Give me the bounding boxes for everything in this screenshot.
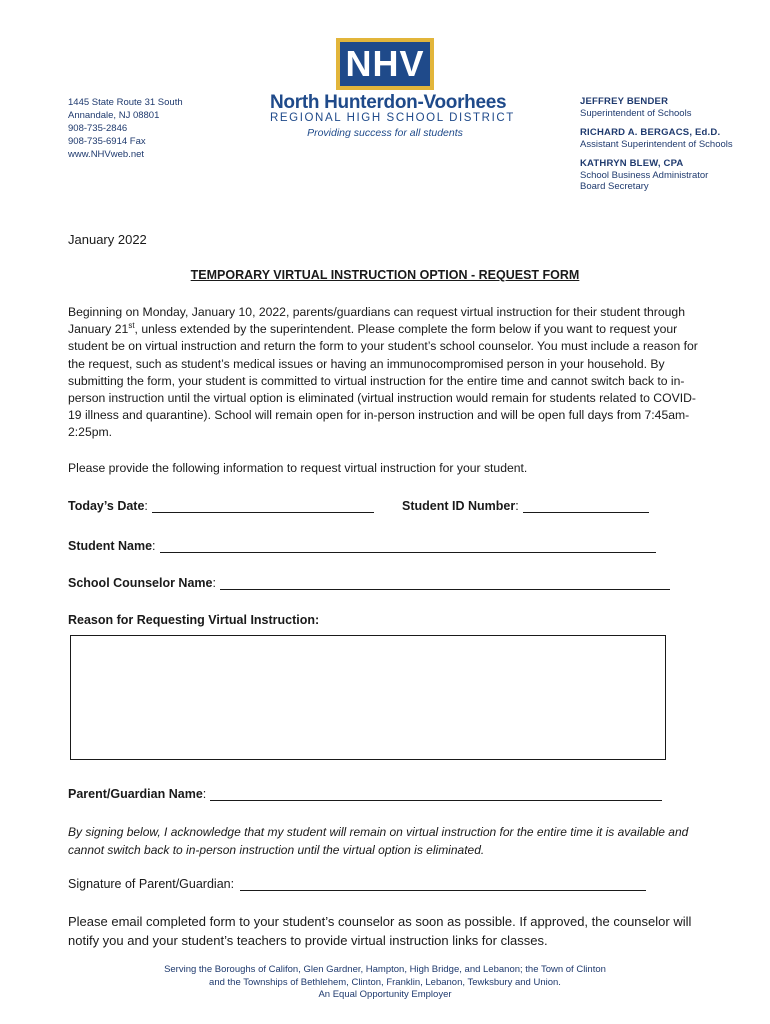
- staff-assistant-superintendent: [580, 127, 733, 150]
- todays-date-label: Today’s Date: [68, 499, 145, 513]
- staff-name: KATHRYN BLEW, CPA: [580, 158, 684, 169]
- student-id-field: Student ID Number :: [402, 498, 649, 513]
- acknowledgement-text: By signing below, I acknowledge that my student will remain on virtual instruction for the entire time it is available and cannot switch back to in-person instruction until the virtual option is eliminated.: [68, 825, 689, 857]
- logo-district-name: North Hunterdon-Voorhees: [270, 92, 507, 113]
- signature-input-line[interactable]: [240, 876, 646, 891]
- school-counselor-input-line[interactable]: [220, 575, 670, 590]
- staff-business-administrator: [580, 158, 733, 193]
- address-phone: 908-735-2846: [68, 123, 128, 134]
- address-street: 1445 State Route 31 South: [68, 97, 183, 108]
- parent-name-label: Parent/Guardian Name: [68, 787, 203, 801]
- intro-text-part2: , unless extended by the superintendent. Please complete the form below if you want to request your student be on virtual instruction and return the form to your student’s school counselor. You must include a reason for the request, such as student’s medical issues or having an immunocompromised person in your household. By submitting the form, your student is committed to virtual instruction for the entire time and cannot switch back to in-person instruction until the virtual option is eliminated (virtual instruction would remain for students related to COVID-19 illness and quarantine). School will remain open for in-person instruction and will be open full days from 7:45am-2:25pm.: [68, 322, 698, 440]
- student-name-input-line[interactable]: [160, 538, 656, 553]
- logo-mark-text: NHV: [345, 43, 425, 84]
- signature-label: Signature of Parent/Guardian:: [68, 877, 235, 891]
- email-instructions: Please email completed form to your student’s counselor as soon as possible. If approved, the counselor will notify you and your student’s teachers to provide virtual instruction links for classes.: [68, 914, 692, 948]
- student-name-label: Student Name: [68, 539, 153, 553]
- reason-textarea[interactable]: [70, 635, 666, 760]
- district-staff: [580, 96, 733, 201]
- student-name-field: Student Name :: [68, 538, 656, 553]
- logo-district-subtitle: REGIONAL HIGH SCHOOL DISTRICT: [270, 112, 515, 124]
- staff-role: Superintendent of Schools: [580, 107, 692, 119]
- provide-instructions: Please provide the following information to request virtual instruction for your student.: [68, 461, 528, 475]
- document-date: January 2022: [68, 232, 147, 247]
- staff-name: RICHARD A. BERGACS, Ed.D.: [580, 127, 721, 138]
- staff-role: Board Secretary: [580, 181, 649, 192]
- reason-label: Reason for Requesting Virtual Instruction:: [68, 613, 320, 627]
- logo-tagline: Providing success for all students: [307, 127, 463, 139]
- nhv-logo-mark: [336, 38, 434, 90]
- district-address: [68, 96, 183, 161]
- student-id-label: Student ID Number: [402, 499, 516, 513]
- footer-line: An Equal Opportunity Employer: [318, 989, 452, 1000]
- signature-field: [68, 876, 646, 891]
- address-website: www.NHVweb.net: [68, 149, 145, 160]
- address-city: Annandale, NJ 08801: [68, 110, 160, 121]
- footer-line: Serving the Boroughs of Califon, Glen Gardner, Hampton, High Bridge, and Lebanon; the Town of Clinton: [164, 964, 606, 975]
- staff-superintendent: [580, 96, 733, 119]
- parent-name-field: Parent/Guardian Name :: [68, 786, 662, 801]
- school-counselor-field: School Counselor Name :: [68, 575, 670, 590]
- school-counselor-label: School Counselor Name: [68, 576, 213, 590]
- staff-role: School Business Administrator: [580, 169, 709, 181]
- intro-paragraph: [68, 304, 704, 442]
- parent-name-input-line[interactable]: [210, 786, 662, 801]
- todays-date-field: Today’s Date :: [68, 498, 374, 513]
- district-footer: [100, 964, 670, 1002]
- todays-date-input-line[interactable]: [152, 498, 374, 513]
- reason-field: [68, 613, 319, 627]
- intro-text-part1: Beginning on Monday, January 10, 2022, parents/guardians can request virtual instruction for their student through January 21: [68, 305, 685, 337]
- intro-superscript: st: [128, 321, 135, 331]
- footer-line: and the Townships of Bethlehem, Clinton, Franklin, Lebanon, Tewksbury and Union.: [209, 976, 561, 988]
- staff-role: Assistant Superintendent of Schools: [580, 138, 733, 150]
- student-id-input-line[interactable]: [523, 498, 649, 513]
- form-title: TEMPORARY VIRTUAL INSTRUCTION OPTION - REQUEST FORM: [190, 268, 580, 282]
- address-fax: 908-735-6914 Fax: [68, 136, 146, 147]
- staff-name: JEFFREY BENDER: [580, 96, 669, 107]
